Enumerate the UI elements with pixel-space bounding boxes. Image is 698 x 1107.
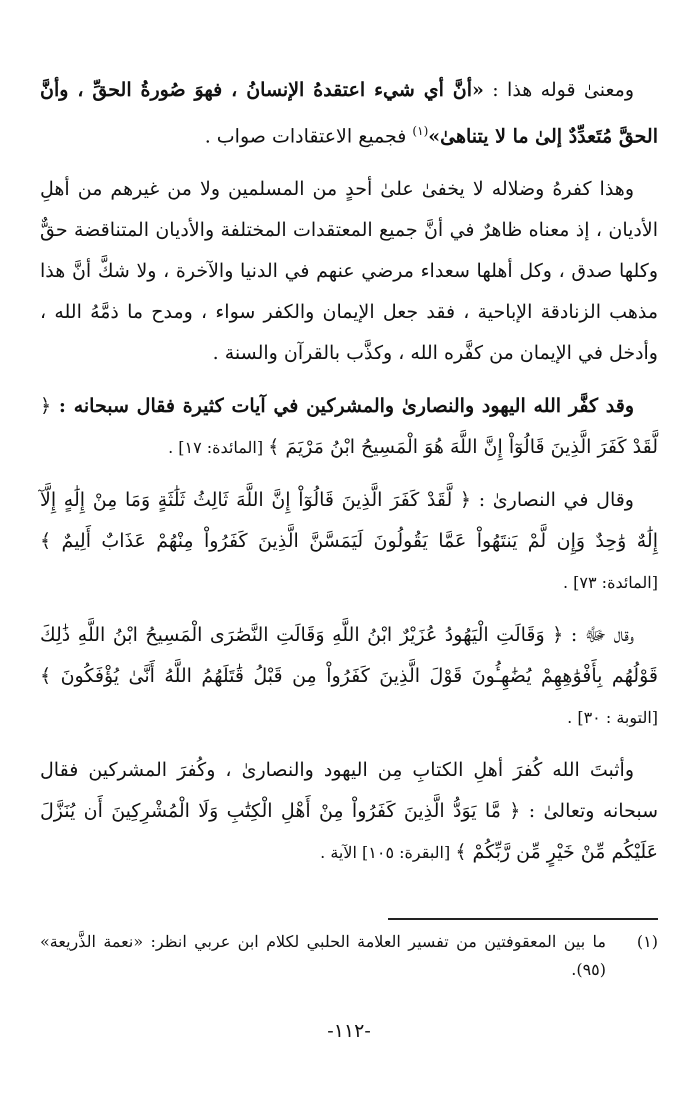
footnote-number: (١) [636,932,658,951]
page-number: -١١٢- [327,1020,371,1042]
footnote [40,928,658,984]
paragraph-tail: فجميع الاعتقادات صواب . [204,125,413,148]
paragraph-intro: وقال في النصارىٰ : [471,489,634,512]
paragraph-intro: ومعنىٰ قوله هذا : [483,79,634,101]
verse-reference: [المائدة: ٧٣] . [562,573,658,593]
quoted-statement: «أنَّ أي شيء اعتقدهُ الإنسانُ ، فهوَ صُورةُ الحقِّ ، وأنَّ الحقَّ مُتَعدِّدٌ إلىٰ ما لا يتناهىٰ» [40,79,658,148]
footnote-marker[interactable]: (١) [412,124,429,138]
paragraph-intro: وقد كفَّر الله اليهود والنصارىٰ والمشركين في آيات كثيرة فقال سبحانه : [51,395,634,418]
paragraph-verse-maidah-17 [40,386,658,468]
paragraph-verse-tawbah-30 [40,615,658,738]
paragraph-intro: وقال ﷻ : [563,624,635,647]
paragraph-verse-baqarah-105 [40,750,658,873]
footnote-text: ما بين المعقوفتين من تفسير العلامة الحلبي لكلام ابن عربي انظر: «نعمة الذَّريعة» (٩٥). [40,932,606,979]
verse-reference: [المائدة: ١٧] . [168,438,269,458]
paragraph-text: وهذا كفرهُ وضلاله لا يخفىٰ علىٰ أحدٍ من المسلمين ولا من غيرهم من أهلِ الأديان ، إذ معناه ظاهرٌ في أنَّ جميع المعتقدات المختلفة والأديان المتناقضة حقٌّ وكلها صدق ، وكل أهلها سعداء مرضي عنهم في الدنيا والآخرة ، ولا شكَّ أنَّ هذا مذهب الزنادقة الإباحية ، فقد جعل الإيمان والكفر سواء ، ومدح ما ذمَّهُ الله ، وأدخل في الإيمان من كفَّره الله ، وكذَّب بالقرآن والسنة . [40,178,658,365]
footnote-divider [388,918,658,920]
paragraph-disbelief [40,169,658,374]
quran-verse: ﴿ لَّقَدْ كَفَرَ الَّذِينَ قَالُوٓاْ إِنَّ اللَّهَ ثَالِثُ ثَلَٰثَةٍ وَمَا مِنْ إِلَٰهٍ إِلَّآ إِلَٰهٌ وَٰحِدٌ وَإِن لَّمْ يَنتَهُواْ عَمَّا يَقُولُونَ لَيَمَسَّنَّ الَّذِينَ كَفَرُواْ مِنْهُمْ عَذَابٌ أَلِيمٌ ﴾ [40,489,658,553]
paragraph-verse-maidah-73 [40,480,658,603]
quran-verse: ﴿ وَقَالَتِ الْيَهُودُ عُزَيْرٌ ابْنُ اللَّهِ وَقَالَتِ النَّصَٰرَى الْمَسِيحُ ابْنُ اللَّهِ ذَٰلِكَ قَوْلُهُم بِأَفْوَٰهِهِمْ يُضَٰهِـُٔونَ قَوْلَ الَّذِينَ كَفَرُواْ مِن قَبْلُ قَٰتَلَهُمُ اللَّهُ أَنَّىٰ يُؤْفَكُونَ ﴾ [40,624,658,688]
paragraph-meaning [40,70,658,157]
quran-verse: ﴿ مَّا يَوَدُّ الَّذِينَ كَفَرُواْ مِنْ أَهْلِ الْكِتَٰبِ وَلَا الْمُشْرِكِينَ أَن يُنَزَّلَ عَلَيْكُم مِّنْ خَيْرٍ مِّن رَّبِّكُمْ ﴾ [40,800,658,864]
quran-verse: ﴿ لَّقَدْ كَفَرَ الَّذِينَ قَالُوٓاْ إِنَّ اللَّهَ هُوَ الْمَسِيحُ ابْنُ مَرْيَمَ ﴾ [40,395,658,459]
verse-reference: [التوبة : ٣٠] . [567,708,658,728]
verse-reference: [البقرة: ١٠٥] الآية . [320,843,456,863]
paragraph-intro: وأثبتَ الله كُفرَ أهلِ الكتابِ مِن اليهود والنصارىٰ ، وكُفرَ المشركين فقال سبحانه وتعالىٰ : [40,759,659,823]
page-body [40,70,658,885]
